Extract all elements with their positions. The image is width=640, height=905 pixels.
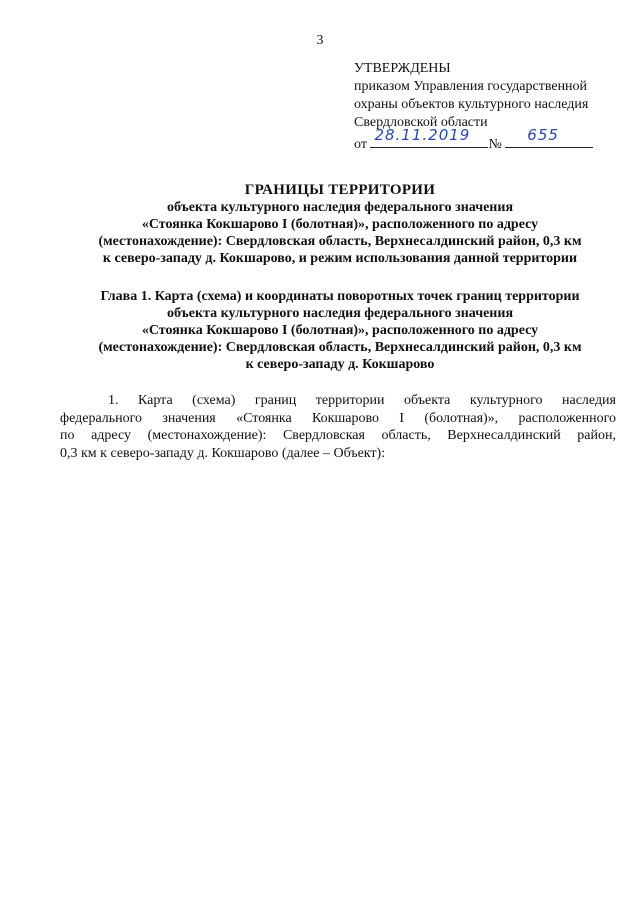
document-title <box>60 182 620 267</box>
from-label: от <box>354 137 367 152</box>
paragraph-1 <box>60 392 616 462</box>
title-line: объекта культурного наследия федерального значения <box>166 200 514 215</box>
page-number: 3 <box>316 33 324 48</box>
approval-block <box>354 60 624 154</box>
title-line: «Стоянка Кокшарово I (болотная)», расположенного по адресу <box>141 217 539 232</box>
paragraph-line: по адресу (местонахождение): Свердловская область, Верхнесалдинский район, <box>60 428 616 443</box>
chapter-line: объекта культурного наследия федерального значения <box>166 306 514 321</box>
chapter-heading <box>60 288 620 373</box>
paragraph-line: федерального значения «Стоянка Кокшарово I (болотная)», расположенного <box>60 410 616 426</box>
paragraph-line: 0,3 км к северо-западу д. Кокшарово (далее – Объект): <box>60 445 386 461</box>
approval-line: Свердловской области <box>354 115 488 130</box>
approval-line: охраны объектов культурного наследия <box>354 97 589 112</box>
approval-date-number-row <box>354 126 624 154</box>
approval-line: приказом Управления государственной <box>354 79 588 94</box>
approval-heading: УТВЕРЖДЕНЫ <box>354 61 451 76</box>
number-field <box>505 126 593 148</box>
chapter-line: «Стоянка Кокшарово I (болотная)», расположенного по адресу <box>141 323 539 338</box>
title-main: ГРАНИЦЫ ТЕРРИТОРИИ <box>244 182 436 198</box>
handwritten-date: 28.11.2019 <box>374 126 471 144</box>
title-line: к северо-западу д. Кокшарово, и режим использования данной территории <box>102 251 578 266</box>
paragraph-line: 1. Карта (схема) границ территории объекта культурного наследия <box>108 393 616 408</box>
handwritten-number: 655 <box>527 126 559 144</box>
chapter-line: к северо-западу д. Кокшарово <box>245 357 435 372</box>
title-line: (местонахождение): Свердловская область, Верхнесалдинский район, 0,3 км <box>98 234 582 249</box>
date-field <box>370 126 488 148</box>
number-label: № <box>488 137 502 152</box>
chapter-line: Глава 1. Карта (схема) и координаты поворотных точек границ территории <box>100 289 580 304</box>
chapter-line: (местонахождение): Свердловская область, Верхнесалдинский район, 0,3 км <box>98 340 582 355</box>
